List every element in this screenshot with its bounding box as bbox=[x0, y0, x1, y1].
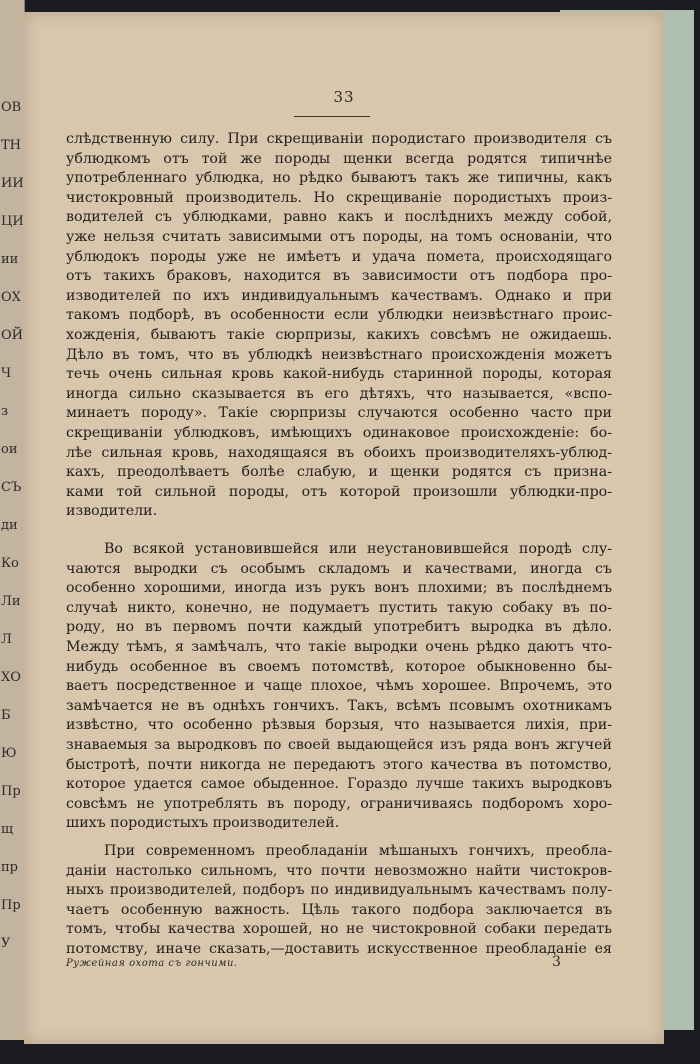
facing-page-fragment: У bbox=[1, 936, 11, 951]
text-line: знаваемыя за выродковъ по своей выдающейся изъ ряда вонъ жгучей bbox=[66, 736, 612, 753]
text-line: иногда сильно сказывается въ его дѣтяхъ, что называется, «вспо- bbox=[66, 385, 612, 402]
facing-page-fragment: ОВ bbox=[1, 100, 22, 115]
text-line: При современномъ преобладаніи мѣшаныхъ гончихъ, преобла- bbox=[104, 843, 612, 859]
text-line: роду, но въ первомъ почти каждый употребитъ выродка въ дѣло. bbox=[66, 619, 612, 636]
text-line: нибудь особенное въ своемъ потомствѣ, которое обыкновенно бы- bbox=[66, 658, 612, 675]
facing-page-fragment: ИИ bbox=[1, 176, 24, 191]
text-line: отъ такихъ браковъ, находится въ зависимости отъ подбора про- bbox=[66, 268, 612, 285]
header-rule bbox=[294, 116, 370, 117]
facing-page-fragment: ии bbox=[1, 252, 19, 267]
facing-page-fragment: пр bbox=[1, 860, 18, 875]
text-line: хожденія, бываютъ такіе сюрпризы, какихъ совсѣмъ не ожидаешь. bbox=[66, 326, 612, 343]
facing-page-fragment: ОХ bbox=[1, 290, 21, 305]
paragraph-3 bbox=[66, 842, 612, 960]
text-line: ублюдкомъ отъ той же породы щенки всегда родятся типичнѣе bbox=[66, 150, 612, 167]
facing-page-fragment: ди bbox=[1, 518, 18, 533]
facing-page-fragment: Б bbox=[1, 708, 11, 723]
paragraph-1 bbox=[66, 130, 612, 522]
text-line: ублюдокъ породы уже не имѣетъ и удача помета, происходящаго bbox=[66, 248, 612, 265]
facing-page-edge bbox=[0, 0, 25, 1040]
facing-page-fragment: Ко bbox=[1, 556, 19, 571]
text-line: течь очень сильная кровь какой-нибудь старинной породы, которая bbox=[66, 366, 612, 383]
text-line: водителей съ ублюдками, равно какъ и послѣднихъ между собой, bbox=[66, 209, 612, 226]
text-line: ваетъ посредственное и чаще плохое, чѣмъ хорошее. Впрочемъ, это bbox=[66, 678, 612, 695]
facing-page-fragment: Пр bbox=[1, 784, 21, 799]
text-line: которое удается самое обыденное. Гораздо лучше такихъ выродковъ bbox=[66, 776, 612, 793]
book-page bbox=[24, 12, 664, 1044]
facing-page-fragment: СЪ bbox=[1, 480, 22, 495]
text-line: даніи настолько сильномъ, что почти невозможно найти чистокров- bbox=[66, 862, 612, 879]
text-line: шихъ породистыхъ производителей. bbox=[66, 815, 340, 832]
text-line: употребленнаго ублюдка, но рѣдко бываютъ такъ же типичны, какъ bbox=[66, 170, 612, 187]
facing-page-fragment: щ bbox=[1, 822, 14, 837]
text-line: скрещиваніи ублюдковъ, имѣющихъ одинаковое происхожденіе: бо- bbox=[66, 424, 612, 441]
text-line: Во всякой установившейся или неустановившейся породѣ слу- bbox=[104, 541, 612, 557]
signature-mark: 3 bbox=[552, 954, 561, 970]
facing-page-fragment: ОЙ bbox=[1, 328, 23, 343]
page-number: 33 bbox=[333, 88, 355, 106]
text-line: чаются выродки съ особымъ складомъ и качествами, иногда съ bbox=[66, 560, 612, 577]
facing-page-fragment: Л bbox=[1, 632, 12, 647]
text-line: особенно хорошими, иногда изъ рукъ вонъ плохими; въ послѣднемъ bbox=[66, 580, 612, 597]
facing-page-fragment: ои bbox=[1, 442, 18, 457]
text-line: томъ, чтобы качества хорошей, но не чистокровной собаки передать bbox=[66, 921, 612, 938]
text-line: изводители. bbox=[66, 503, 158, 520]
facing-page-fragment: Ю bbox=[1, 746, 17, 761]
text-line: случаѣ никто, конечно, не подумаетъ пустить такую собаку въ по- bbox=[66, 599, 612, 616]
text-line: быстротѣ, почти никогда не передаютъ этого качества въ потомство, bbox=[66, 756, 612, 773]
paragraph-2 bbox=[66, 540, 612, 834]
running-footer-title: Ружейная охота съ гончими. bbox=[66, 958, 238, 969]
text-line: слѣдственную силу. При скрещиваніи породистаго производителя съ bbox=[66, 131, 612, 147]
text-line: лѣе сильная кровь, находящаяся въ обоихъ производителяхъ-ублюд- bbox=[66, 444, 612, 461]
facing-page-fragment: Ч bbox=[1, 366, 12, 381]
facing-page-fragment: Пр bbox=[1, 898, 21, 913]
facing-page-fragment: ХО bbox=[1, 670, 21, 685]
text-line: изводителей по ихъ индивидуальнымъ качествамъ. Однако и при bbox=[66, 287, 612, 304]
text-line: чистокровный производитель. Но скрещиваніе породистыхъ произ- bbox=[66, 189, 612, 206]
text-line: замѣчается не въ однѣхъ гончихъ. Такъ, всѣмъ псовымъ охотникамъ bbox=[66, 697, 612, 714]
facing-page-fragment: з bbox=[1, 404, 9, 419]
text-line: извѣстно, что особенно рѣзвыя борзыя, что называется лихія, при- bbox=[66, 717, 612, 734]
text-line: Дѣло въ томъ, что въ ублюдкѣ неизвѣстнаго происхожденія можетъ bbox=[66, 346, 612, 363]
text-line: такомъ подборѣ, въ особенности если ублюдки неизвѣстнаго проис- bbox=[66, 307, 612, 324]
text-line: минаетъ породу». Такіе сюрпризы случаются особенно часто при bbox=[66, 405, 612, 422]
text-line: уже нельзя считать зависимыми отъ породы, на томъ основаніи, что bbox=[66, 228, 612, 245]
text-line: совсѣмъ не употреблять въ породу, ограничиваясь подборомъ хоро- bbox=[66, 795, 612, 812]
text-line: ныхъ производителей, подборъ по индивидуальнымъ качествамъ полу- bbox=[66, 882, 612, 899]
facing-page-fragment: ТН bbox=[1, 138, 22, 153]
text-line: чаетъ особенную важность. Цѣль такого подбора заключается въ bbox=[66, 901, 612, 918]
text-line: кахъ, преодолѣваетъ болѣе слабую, и щенки родятся съ призна- bbox=[66, 464, 612, 481]
facing-page-fragment: Ли bbox=[1, 594, 21, 609]
text-line: ками той сильной породы, отъ которой произошли ублюдки-про- bbox=[66, 483, 612, 500]
text-line: Между тѣмъ, я замѣчалъ, что такіе выродки очень рѣдко даютъ что- bbox=[66, 638, 612, 655]
facing-page-fragment: ЦИ bbox=[1, 214, 24, 229]
text-line: потомству, иначе сказать,—доставить искусственное преобладаніе ея bbox=[66, 940, 612, 957]
